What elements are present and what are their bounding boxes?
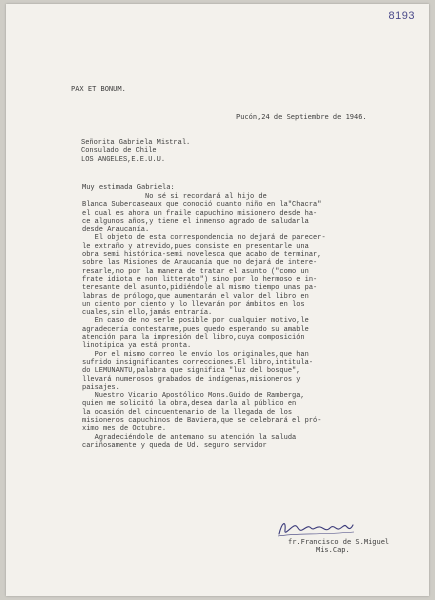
recipient-city: LOS ANGELES,E.E.U.U. — [81, 155, 166, 164]
body-line: el cual es ahora un fraile capuchino misionero desde ha- — [82, 209, 318, 218]
signature-scribble — [276, 516, 356, 540]
body-line: do LEMUNANTU,palabra que significa "luz del bosque", — [82, 367, 301, 376]
body-line: El objeto de esta correspondencia no dejará de parecer- — [82, 234, 326, 243]
body-line: teresante del asunto,pidiéndole al mismo tiempo unas pa- — [82, 284, 318, 293]
greeting: Muy estimada Gabriela: — [82, 183, 175, 191]
body-line: llevará numerosos grabados de indígenas,misioneros y — [82, 375, 301, 384]
motto: PAX ET BONUM. — [71, 85, 126, 93]
body-line: misioneros capuchinos de Baviera,que se celebrará el pró- — [82, 417, 322, 426]
reference-number: 8193 — [388, 10, 415, 22]
body-line: En caso de no serle posible por cualquier motivo,le — [82, 317, 309, 326]
body-line: Agradeciéndole de antemano su atención la saluda — [82, 433, 297, 442]
body-line: sufrido insignificantes correcciones.El libro,intitula- — [82, 358, 314, 367]
body-line: ce algunos años,y tiene el inmenso agrado de saludarla — [82, 217, 309, 226]
recipient-name: Señorita Gabriela Mistral. — [81, 139, 191, 147]
letter-page — [6, 4, 429, 596]
body-line: No sé si recordará al hijo de — [82, 193, 267, 201]
body-line: Por el mismo correo le envío los originales,que han — [82, 350, 309, 359]
body-line: labras de prólogo,que aumentarán el valor del libro en — [82, 292, 309, 301]
body-line: atención para la impresión del libro,cuya composición — [82, 334, 305, 343]
signature-order: Mis.Cap. — [316, 546, 350, 554]
body-line: Nuestro Vicario Apostólico Mons.Guido de Ramberga, — [82, 392, 305, 401]
body-line: quien me solicitó la obra,desea darla al público en — [82, 400, 297, 409]
dateline: Pucón,24 de Septiembre de 1946. — [236, 113, 367, 121]
body-line: frate idiota e non litterato") sino por lo hermoso e in- — [82, 275, 318, 284]
body-line: ximo mes de Octubre. — [82, 425, 167, 434]
body-line: un ciento por ciento y lo llevarán por ámbitos en los — [82, 300, 305, 309]
signature-name: fr.Francisco de S.Miguel — [288, 538, 390, 546]
body-line: obra semi histórica-semi novelesca que acabo de terminar, — [82, 251, 322, 260]
body-line: desde Araucanía. — [82, 226, 150, 235]
body-line: resarle,no por la manera de tratar el asunto ("como un — [82, 267, 309, 276]
body-line: la ocasión del cincuentenario de la llegada de los — [82, 408, 293, 417]
body-line: paisajes. — [82, 383, 120, 392]
body-line: le extraño y atrevido,pues consiste en presentarle una — [82, 242, 309, 251]
handwritten-signature — [276, 516, 356, 540]
letter-body — [82, 193, 326, 450]
body-line: Blanca Subercaseaux que conoció cuanto niño en la"Chacra" — [82, 201, 322, 210]
body-line: cariñosamente y queda de Ud. seguro servidor — [82, 441, 267, 450]
body-line: sobre las Misiones de Araucanía que no dejará de intere- — [82, 259, 318, 268]
body-line: agradecería contestarme,pues quedo esperando su amable — [82, 325, 309, 334]
recipient-office: Consulado de Chile — [81, 147, 157, 156]
body-line: cuales,sin ello,jamás entraría. — [82, 309, 213, 318]
body-line: linotípica ya está pronta. — [82, 342, 192, 351]
recipient-block — [81, 139, 190, 164]
